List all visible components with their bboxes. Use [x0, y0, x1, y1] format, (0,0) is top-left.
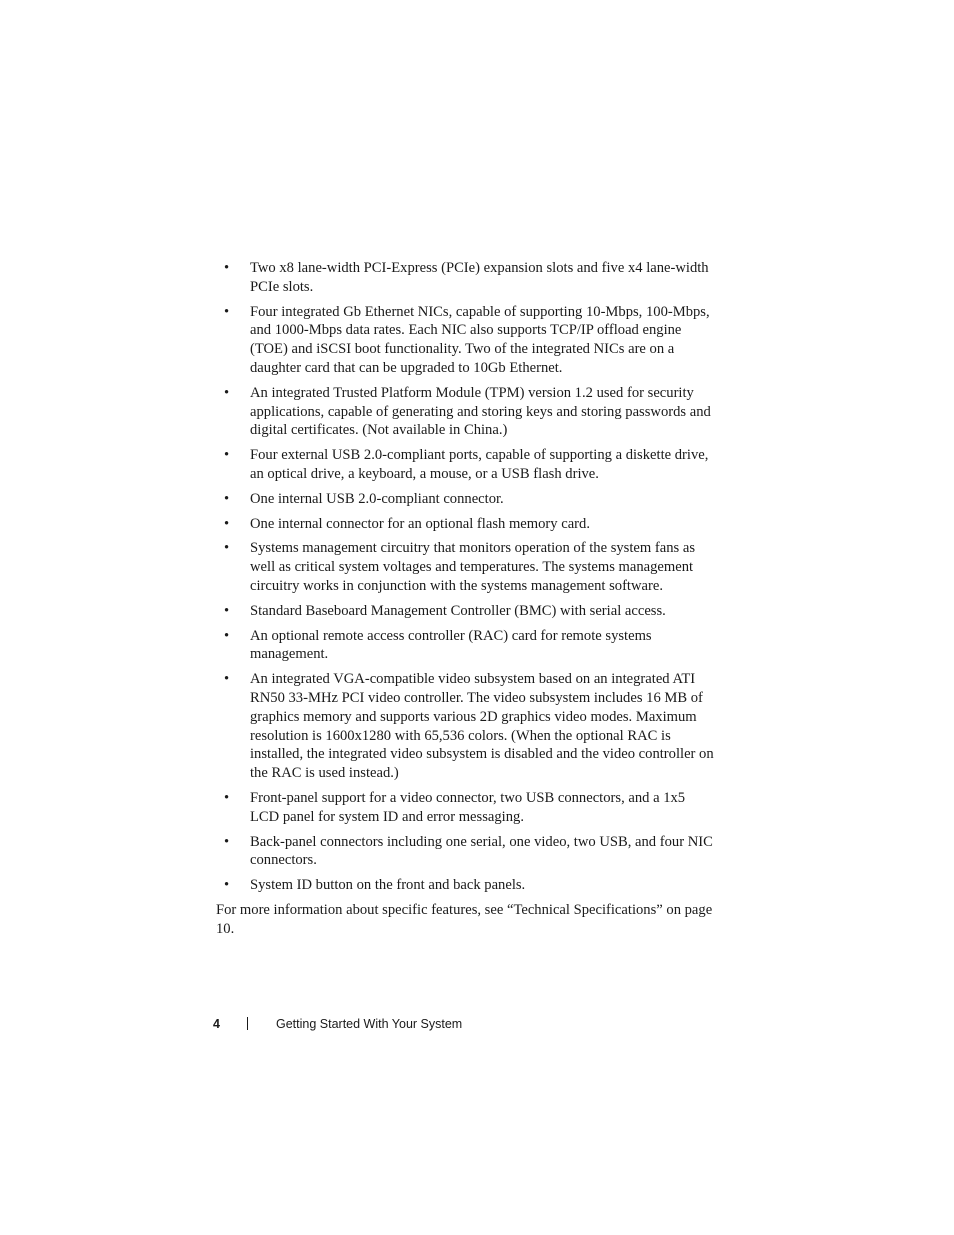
- list-item-text: System ID button on the front and back panels.: [250, 877, 526, 894]
- list-item-text: An optional remote access controller (RAC) card for remote systems management.: [250, 627, 652, 663]
- bullet-icon: •: [224, 260, 230, 276]
- list-item-text: An integrated VGA-compatible video subsystem based on an integrated ATI RN50 33-MHz PCI video controller. The video subsystem includes 16 MB of graphics memory and supports various 2D graphics video modes. Maximum resolution is 1600x1280 with 65,536 colors. (When the optional RAC is installed, the integrated video subsystem is disabled and the video controller on the RAC is used instead.): [250, 671, 714, 782]
- list-item-text: Four integrated Gb Ethernet NICs, capable of supporting 10-Mbps, 100-Mbps, and 1000-Mbps data rates. Each NIC also supports TCP/IP offload engine (TOE) and iSCSI boot functionality. Two of the integrated NICs are on a daughter card that can be upgraded to 10Gb Ethernet.: [250, 303, 710, 376]
- list-item: [216, 602, 716, 621]
- bullet-icon: •: [224, 627, 230, 644]
- section-title: Getting Started With Your System: [276, 1017, 463, 1031]
- closing-paragraph: For more information about specific features, see “Technical Specifications” on page 10.: [216, 901, 713, 937]
- list-item: [216, 670, 716, 783]
- list-item-text: Back-panel connectors including one serial, one video, two USB, and four NIC connectors.: [250, 833, 713, 869]
- list-item: [216, 384, 716, 440]
- list-item-text: An integrated Trusted Platform Module (TPM) version 1.2 used for security applications, capable of generating and storing keys and storing passwords and digital certificates. (Not available in China.): [250, 384, 711, 439]
- list-item-text: One internal connector for an optional flash memory card.: [250, 515, 590, 532]
- list-item-text: One internal USB 2.0-compliant connector.: [250, 490, 504, 507]
- list-item: [216, 515, 716, 534]
- list-item-text: Two x8 lane-width PCI-Express (PCIe) expansion slots and five x4 lane-width PCIe slots.: [250, 260, 709, 295]
- list-item: [216, 259, 716, 297]
- list-item-text: Front-panel support for a video connector, two USB connectors, and a 1x5 LCD panel for system ID and error messaging.: [250, 789, 686, 825]
- list-item: [216, 303, 716, 378]
- list-item: [216, 876, 716, 895]
- list-item: [216, 789, 716, 827]
- list-item: [216, 539, 716, 595]
- bullet-icon: •: [224, 833, 230, 850]
- bullet-icon: •: [224, 515, 230, 532]
- bullet-icon: •: [224, 789, 230, 806]
- footer-separator: [247, 1017, 248, 1030]
- bullet-icon: •: [224, 384, 230, 401]
- bullet-icon: •: [224, 490, 230, 507]
- bullet-icon: •: [224, 303, 230, 320]
- page-number: 4: [213, 1017, 220, 1031]
- bullet-icon: •: [224, 447, 230, 464]
- list-item-text: Standard Baseboard Management Controller (BMC) with serial access.: [250, 602, 666, 619]
- bullet-icon: •: [224, 877, 230, 894]
- bullet-icon: •: [224, 671, 230, 688]
- list-item: [216, 446, 716, 484]
- main-content: [216, 259, 716, 939]
- bullet-icon: •: [224, 602, 230, 619]
- list-item: [216, 490, 716, 509]
- bullet-icon: •: [224, 540, 230, 557]
- list-item: [216, 833, 716, 871]
- feature-list: [216, 259, 716, 895]
- list-item-text: Systems management circuitry that monitors operation of the system fans as well as critical system voltages and temperatures. The systems management circuitry works in conjunction with the systems management software.: [250, 540, 696, 594]
- page-footer: [213, 1015, 462, 1033]
- list-item-text: Four external USB 2.0-compliant ports, capable of supporting a diskette drive, an optical drive, a keyboard, a mouse, or a USB flash drive.: [250, 447, 709, 482]
- list-item: [216, 627, 716, 665]
